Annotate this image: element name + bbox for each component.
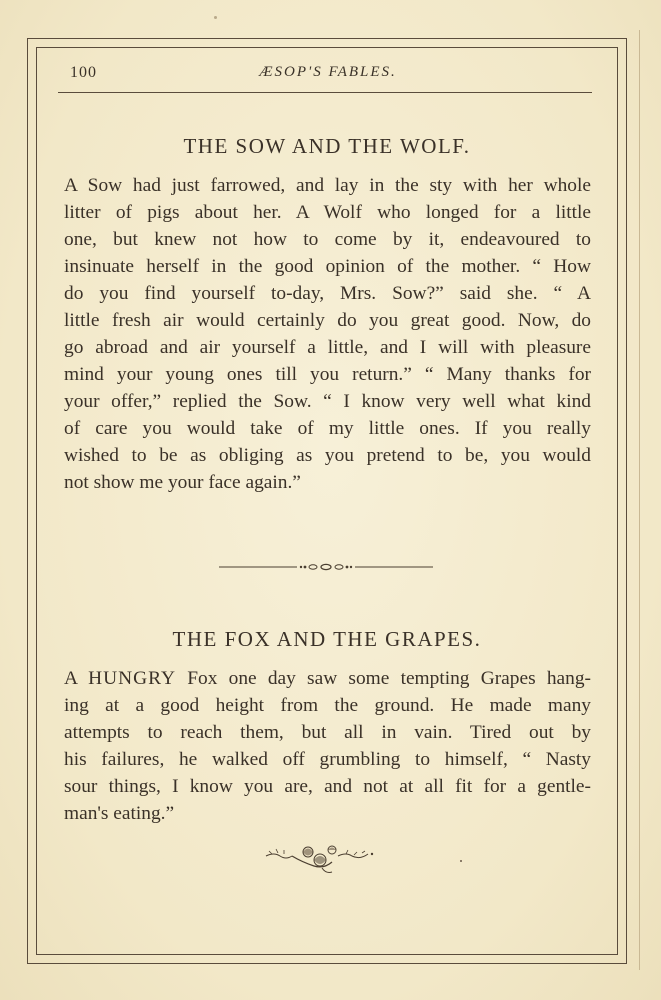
- page-edge-line: [639, 30, 640, 970]
- text-line: A Sow had just farrowed, and lay in the sty with her whole: [64, 175, 591, 196]
- text-line: of care you would take of my little ones. If you really: [64, 418, 591, 439]
- fable-text-sow-and-wolf: [64, 172, 591, 496]
- fable-title-fox-and-grapes: THE FOX AND THE GRAPES.: [172, 627, 482, 651]
- text-line: little fresh air would certainly do you great good. Now, do: [64, 310, 591, 331]
- text-line: one, but knew not how to come by it, endeavoured to: [64, 229, 591, 250]
- running-title: ÆSOP'S FABLES.: [259, 64, 397, 80]
- text-line: ing at a good height from the ground. He made many: [64, 695, 591, 716]
- floral-tailpiece-ornament: [262, 838, 382, 878]
- text-line: your offer,” replied the Sow. “ I know very well what kind: [64, 391, 591, 412]
- fable-title-sow-and-wolf: THE SOW AND THE WOLF.: [183, 134, 471, 158]
- paper-speck: [214, 16, 217, 19]
- text-line: man's eating.”: [64, 803, 175, 824]
- text-line: wished to be as obliging as you pretend to be, you would: [64, 445, 591, 466]
- first-word: A: [64, 668, 77, 689]
- text-line: do you find yourself to-day, Mrs. Sow?” said she. “ A: [64, 283, 591, 304]
- text-line: litter of pigs about her. A Wolf who longed for a little: [64, 202, 591, 223]
- text-line: go abroad and air yourself a little, and I will with pleasure: [64, 337, 591, 358]
- text-line: sour things, I know you are, and not at all fit for a gentle-: [64, 776, 591, 797]
- fable-text-fox-and-grapes: [64, 665, 591, 827]
- header-rule: [58, 92, 592, 93]
- text-line: his failures, he walked off grumbling to himself, “ Nasty: [64, 749, 591, 770]
- text-line: insinuate herself in the good opinion of the mother. “ How: [64, 256, 591, 277]
- text-line: not show me your face again.”: [64, 472, 301, 493]
- first-line-rest: Fox one day saw some tempting Grapes hang-: [187, 668, 591, 689]
- text-line: mind your young ones till you return.” “ Many thanks for: [64, 364, 591, 385]
- page-number: 100: [70, 64, 97, 81]
- section-divider-ornament: [219, 562, 433, 572]
- paper-speck: [460, 860, 462, 862]
- text-line-first: [64, 665, 591, 692]
- running-header: [60, 62, 596, 86]
- smallcaps-word: HUNGRY: [88, 668, 177, 689]
- text-line: attempts to reach them, but all in vain. Tired out by: [64, 722, 591, 743]
